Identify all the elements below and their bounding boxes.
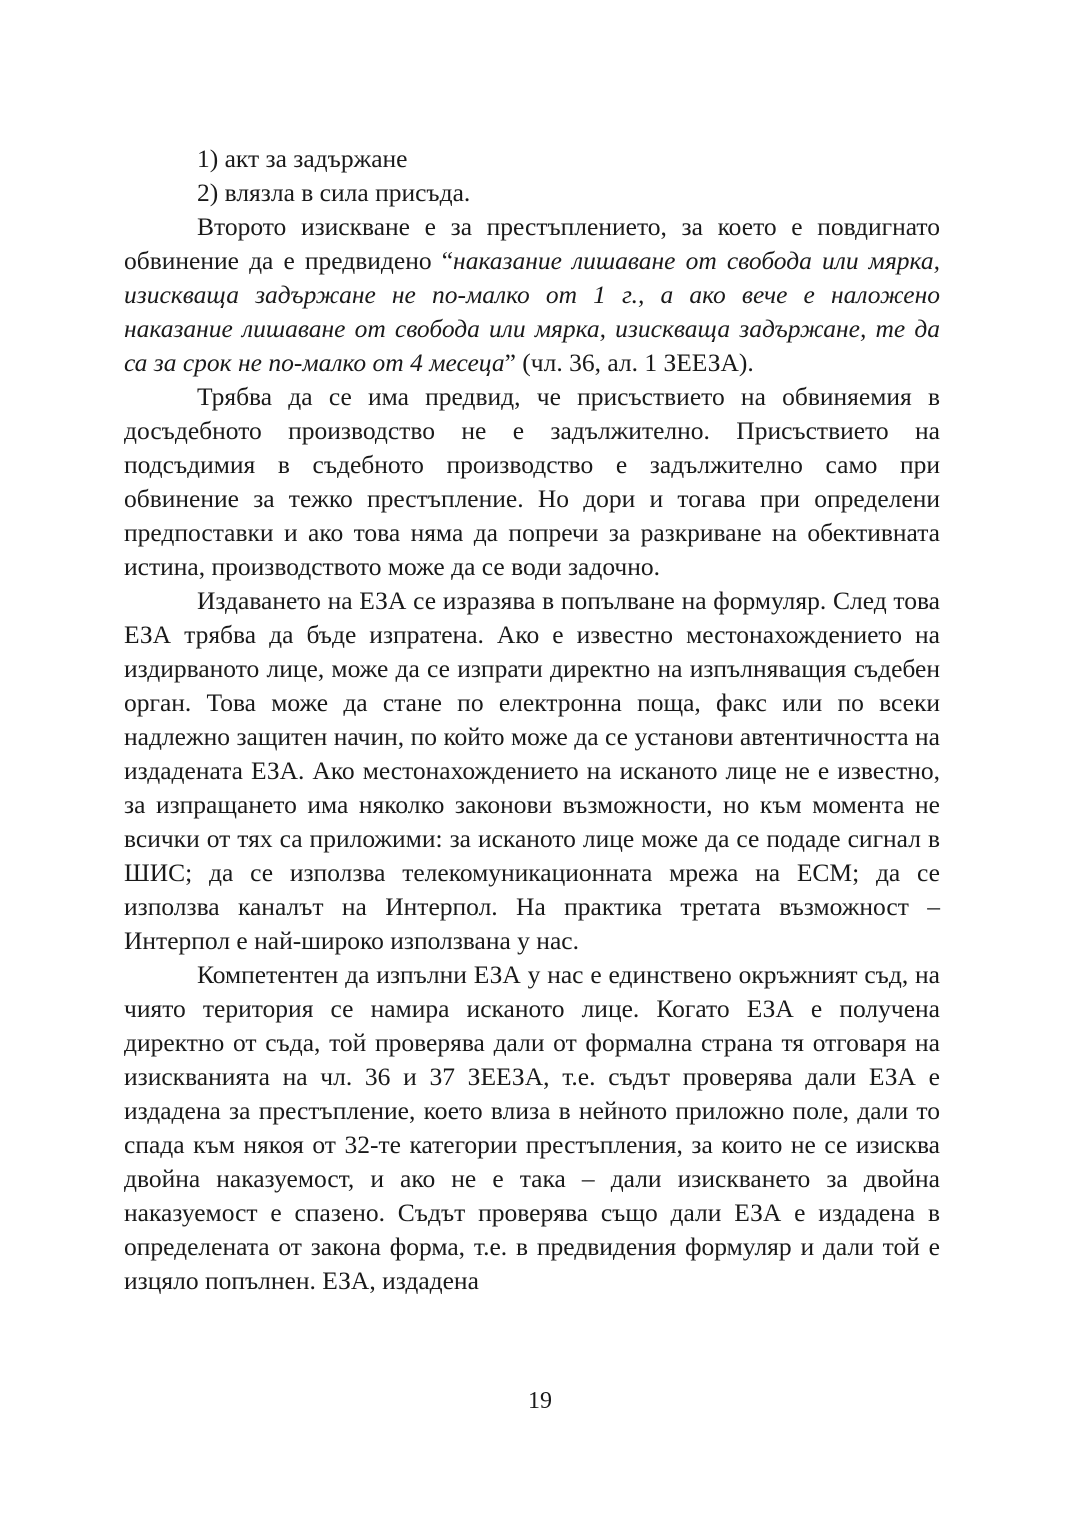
paragraph-presence: Трябва да се има предвид, че присъствието на обвиняемия в досъдебното производство не е задължително. Присъствието на подсъдимия в съдебното производство е задължително само при обвинение за тежко престъпление. Но дори и тогава при определени предпоставки и ако това няма да попречи за разкриване на обективната истина, производството може да се води задочно. [124,382,940,581]
paragraph-issuance: Издаването на ЕЗА се изразява в попълване на формуляр. След това ЕЗА трябва да бъде изпратена. Ако е известно местонахождението на издирваното лице, може да се изпрати директно на изпълняващия съдебен орган. Това може да стане по електронна поща, факс или по всеки надлежно защитен начин, по който може да се установи автентичността на издадената ЕЗА. Ако местонахождението на исканото лице не е известно, за изпращането има няколко законови възможности, но към момента не всички от тях са приложими: за исканото лице може да се подаде сигнал в ШИС; да се използва телекомуникационната мрежа на ЕСМ; да се използва каналът на Интерпол. На практика третата възможност – Интерпол е най-широко използвана у нас. [124,586,940,955]
list-item: 2) влязла в сила присъда. [197,178,471,207]
paragraph-competence: Компетентен да изпълни ЕЗА у нас е единствено окръжният съд, на чиято територия се намира исканото лице. Когато ЕЗА е получена директно от съда, той проверява дали от формална страна тя отговаря на изискванията на чл. 36 и 37 ЗЕЕЗА, т.е. съдът проверява дали ЕЗА е издадена за престъпление, което влиза в нейното приложно поле, дали то спада към някоя от 32-те категории престъпления, за които не се изисква двойна наказуемост, и ако не е така – дали изискването за двойна наказуемост е спазено. Съдът проверява също дали ЕЗА е издадена в определената от закона форма, т.е. в предвидения формуляр и дали той е изцяло попълнен. ЕЗА, издадена [124,960,940,1295]
paragraph-requirement [124,210,940,380]
paragraph-requirement-text: Второто изискване е за престъплението, за което е повдигнато обвинение да е предвидено “ [124,212,940,275]
paragraph-requirement-citation: ” (чл. 36, ал. 1 ЗЕЕЗА). [504,348,754,377]
quoted-law-text: наказание лишаване от свобода или мярка, изискваща задържане не по-малко от 1 г., а ако вече е наложено наказание лишаване от свобода или мярка, изискваща задържане, те да са за срок не по-малко от 4 месеца [124,246,940,377]
page-number: 19 [528,1388,552,1414]
list-item: 1) акт за задържане [197,144,408,173]
page-body [124,142,940,1298]
